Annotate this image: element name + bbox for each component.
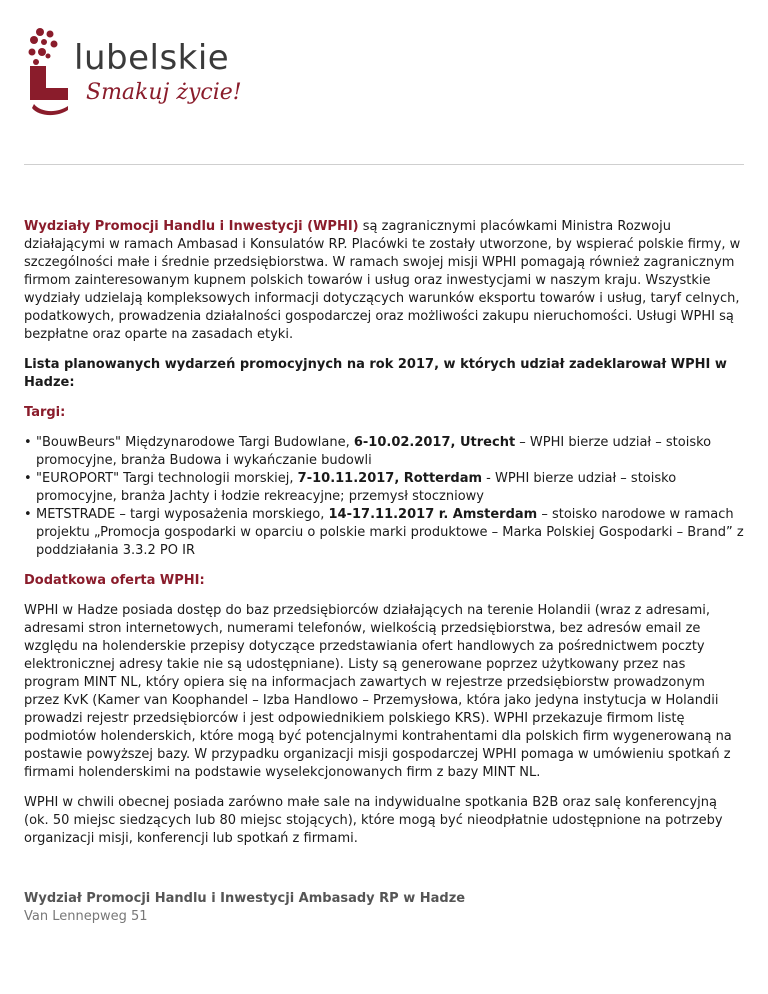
offer-paragraph-rooms: WPHI w chwili obecnej posiada zarówno małe sale na indywidualne spotkania B2B oraz salę konferencyjną (ok. 50 miejsc siedzących lub 80 miejsc stojących), które mogą być nieodpłatnie udostępnione na potrzeby organizacji misji, konferencji lub spotkań z firmami. [24, 795, 723, 846]
lubelskie-logo[interactable] [26, 26, 266, 126]
footer-office-name: Wydział Promocji Handlu i Inwestycji Ambasady RP w Hadze [24, 891, 466, 906]
offer-heading: Dodatkowa oferta WPHI: [24, 573, 205, 588]
event-name: "BouwBeurs" Międzynarodowe Targi Budowlane, [36, 435, 354, 450]
event-date-place: 14-17.11.2017 r. Amsterdam [328, 507, 538, 522]
intro-lead: Wydziały Promocji Handlu i Inwestycji (WPHI) [24, 219, 359, 234]
header-divider [24, 164, 744, 165]
event-name: METSTRADE – targi wyposażenia morskiego, [36, 507, 329, 522]
event-details: – WPHI bierze udział – stoisko promocyjne, branża Budowa i wykańczanie budowli [36, 435, 712, 468]
event-date-place: 7-10.11.2017, Rotterdam [297, 471, 483, 486]
event-date-place: 6-10.02.2017, Utrecht [353, 435, 516, 450]
list-item [36, 434, 744, 470]
intro-text: są zagranicznymi placówkami Ministra Rozwoju działającymi w ramach Ambasad i Konsulatów RP. Placówki te zostały utworzone, by wspierać polskie firmy, w szczególności małe i średnie przedsiębiorstwa. W ramach swojej misji WPHI pomagają również zagranicznym firmom zainteresowanym kupnem polskich towarów i usług oraz inwestycjami w naszym kraju. Wszystkie wydziały udzielają kompleksowych informacji dotyczących warunków eksportu towarów i usług, taryf celnych, podatkowych, prowadzenia działalności gospodarczej oraz możliwości zakupu nieruchomości. Usługi WPHI są bezpłatne oraz oparte na zasadach etyki. [24, 219, 741, 342]
fairs-list [24, 434, 744, 560]
header [0, 0, 768, 165]
logo-wordmark: lubelskie [74, 38, 230, 78]
main-content [24, 218, 744, 860]
events-list-heading: Lista planowanych wydarzeń promocyjnych na rok 2017, w których udział zadeklarował WPHI w Hadze: [24, 357, 727, 390]
logo-emblem-icon [26, 26, 72, 116]
intro-paragraph [24, 218, 744, 344]
logo-slogan: Smakuj życie! [86, 80, 242, 105]
list-item [36, 506, 744, 560]
list-item [36, 470, 744, 506]
event-details: - WPHI bierze udział – stoisko promocyjne, branża Jachty i łodzie rekreacyjne; przemysł stoczniowy [36, 471, 677, 504]
event-name: "EUROPORT" Targi technologii morskiej, [36, 471, 298, 486]
fairs-heading: Targi: [24, 405, 66, 420]
footer-address: Van Lennepweg 51 [24, 909, 148, 924]
event-details: – stoisko narodowe w ramach projektu „Promocja gospodarki w oparciu o polskie marki produktowe – Marka Polskiej Gospodarki – Brand” z poddziałania 3.3.2 PO IR [36, 507, 744, 558]
offer-paragraph-database: WPHI w Hadze posiada dostęp do baz przedsiębiorców działających na terenie Holandii (wraz z adresami, adresami stron internetowych, numerami telefonów, wielkością przedsiębiorstwa, bez adresów email ze względu na holenderskie przepisy dotyczące przedstawiania ofert handlowych za pośrednictwem poczty elektronicznej adresy takie nie są udostępniane). Listy są generowane poprzez użytkowany przez nas program MINT NL, który opiera się na informacjach zawartych w rejestrze przedsiębiorstw prowadzonym przez KvK (Kamer van Koophandel – Izba Handlowo – Przemysłowa, która jako jedyna instytucja w Holandii prowadzi rejestr przedsiębiorców i jest odpowiednikiem polskiego KRS). WPHI przekazuje firmom listę podmiotów holenderskich, które mogą być potencjalnymi kontrahentami dla polskich firm wygenerowaną na postawie powyższej bazy. W przypadku organizacji misji gospodarczej WPHI pomaga w umówieniu spotkań z firmami holenderskimi na podstawie wyselekcjonowanych firm z bazy MINT NL. [24, 603, 732, 780]
